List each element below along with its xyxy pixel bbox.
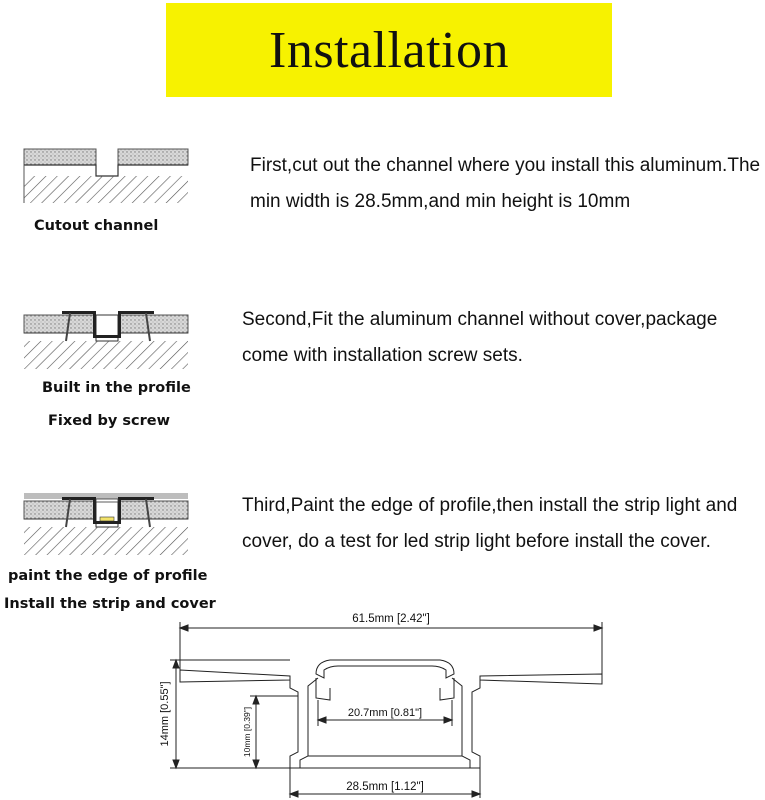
channel-height-label: 10mm [0.39"] <box>242 706 252 758</box>
step-2-text: Second,Fit the aluminum channel without cover,package come with installation screw sets. <box>242 309 718 366</box>
built-in-profile-illustration <box>22 303 190 371</box>
step-3-caption-line1: paint the edge of profile <box>8 568 208 584</box>
paint-edge-install-illustration <box>22 489 190 557</box>
overall-width-label: 61.5mm [2.42"] <box>352 613 430 625</box>
step-2-caption-line1: Built in the profile <box>42 380 191 396</box>
step-3-text: Third,Paint the edge of profile,then install the strip light and cover, do a test for led strip light before install the cover. <box>242 495 738 552</box>
profile-dimension-drawing <box>140 608 610 800</box>
step-2-caption-line2: Fixed by screw <box>48 413 170 429</box>
step-1-text: First,cut out the channel where you install this aluminum.The min width is 28.5mm,and min height is 10mm <box>250 155 761 212</box>
step-3-caption-line2: Install the strip and cover <box>4 596 216 612</box>
total-height-label: 14mm [0.55"] <box>159 681 171 747</box>
inner-width-label: 20.7mm [0.81"] <box>347 707 423 719</box>
cutout-channel-illustration <box>22 143 190 205</box>
step-1-caption: Cutout channel <box>34 218 159 234</box>
title-banner <box>166 3 612 97</box>
page-title: Installation <box>269 21 509 79</box>
channel-width-label: 28.5mm [1.12"] <box>346 781 424 793</box>
